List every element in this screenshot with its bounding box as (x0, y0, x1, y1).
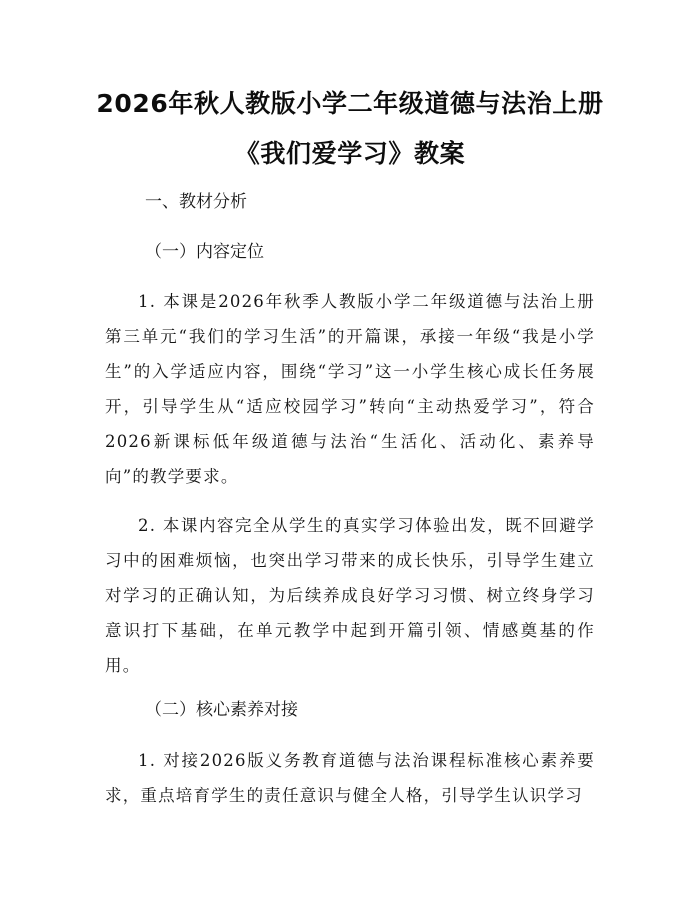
paragraph-content-position-2: 2. 本课内容完全从学生的真实学习体验出发，既不回避学习中的困难烦恼，也突出学习带来的成长快乐，引导学生建立对学习的正确认知，为后续养成良好学习习惯、树立终身学习意识打下基础，在单元教学中起到开篇引领、情感奠基的作用。 (105, 516, 595, 675)
subsection-heading-core-literacy: （二）核心素养对接 (145, 700, 298, 720)
paragraph-content-position-1: 1. 本课是2026年秋季人教版小学二年级道德与法治上册第三单元“我们的学习生活”的开篇课，承接一年级“我是小学生”的入学适应内容，围绕“学习”这一小学生核心成长任务展开，引导学生从“适应校园学习”转向“主动热爱学习”，符合2026新课标低年级道德与法治“生活化、活动化、素养导向”的教学要求。 (105, 292, 595, 486)
subsection-heading-content-position: （一）内容定位 (145, 242, 264, 262)
document-title-line-2: 《我们爱学习》教案 (234, 139, 466, 168)
section-heading-textbook-analysis: 一、教材分析 (145, 192, 247, 212)
document-title-line-1: 2026年秋人教版小学二年级道德与法治上册 (96, 89, 604, 118)
paragraph-core-literacy-1: 1. 对接2026版义务教育道德与法治课程标准核心素养要求，重点培育学生的责任意识与健全人格，引导学生认识学习 (105, 751, 595, 805)
